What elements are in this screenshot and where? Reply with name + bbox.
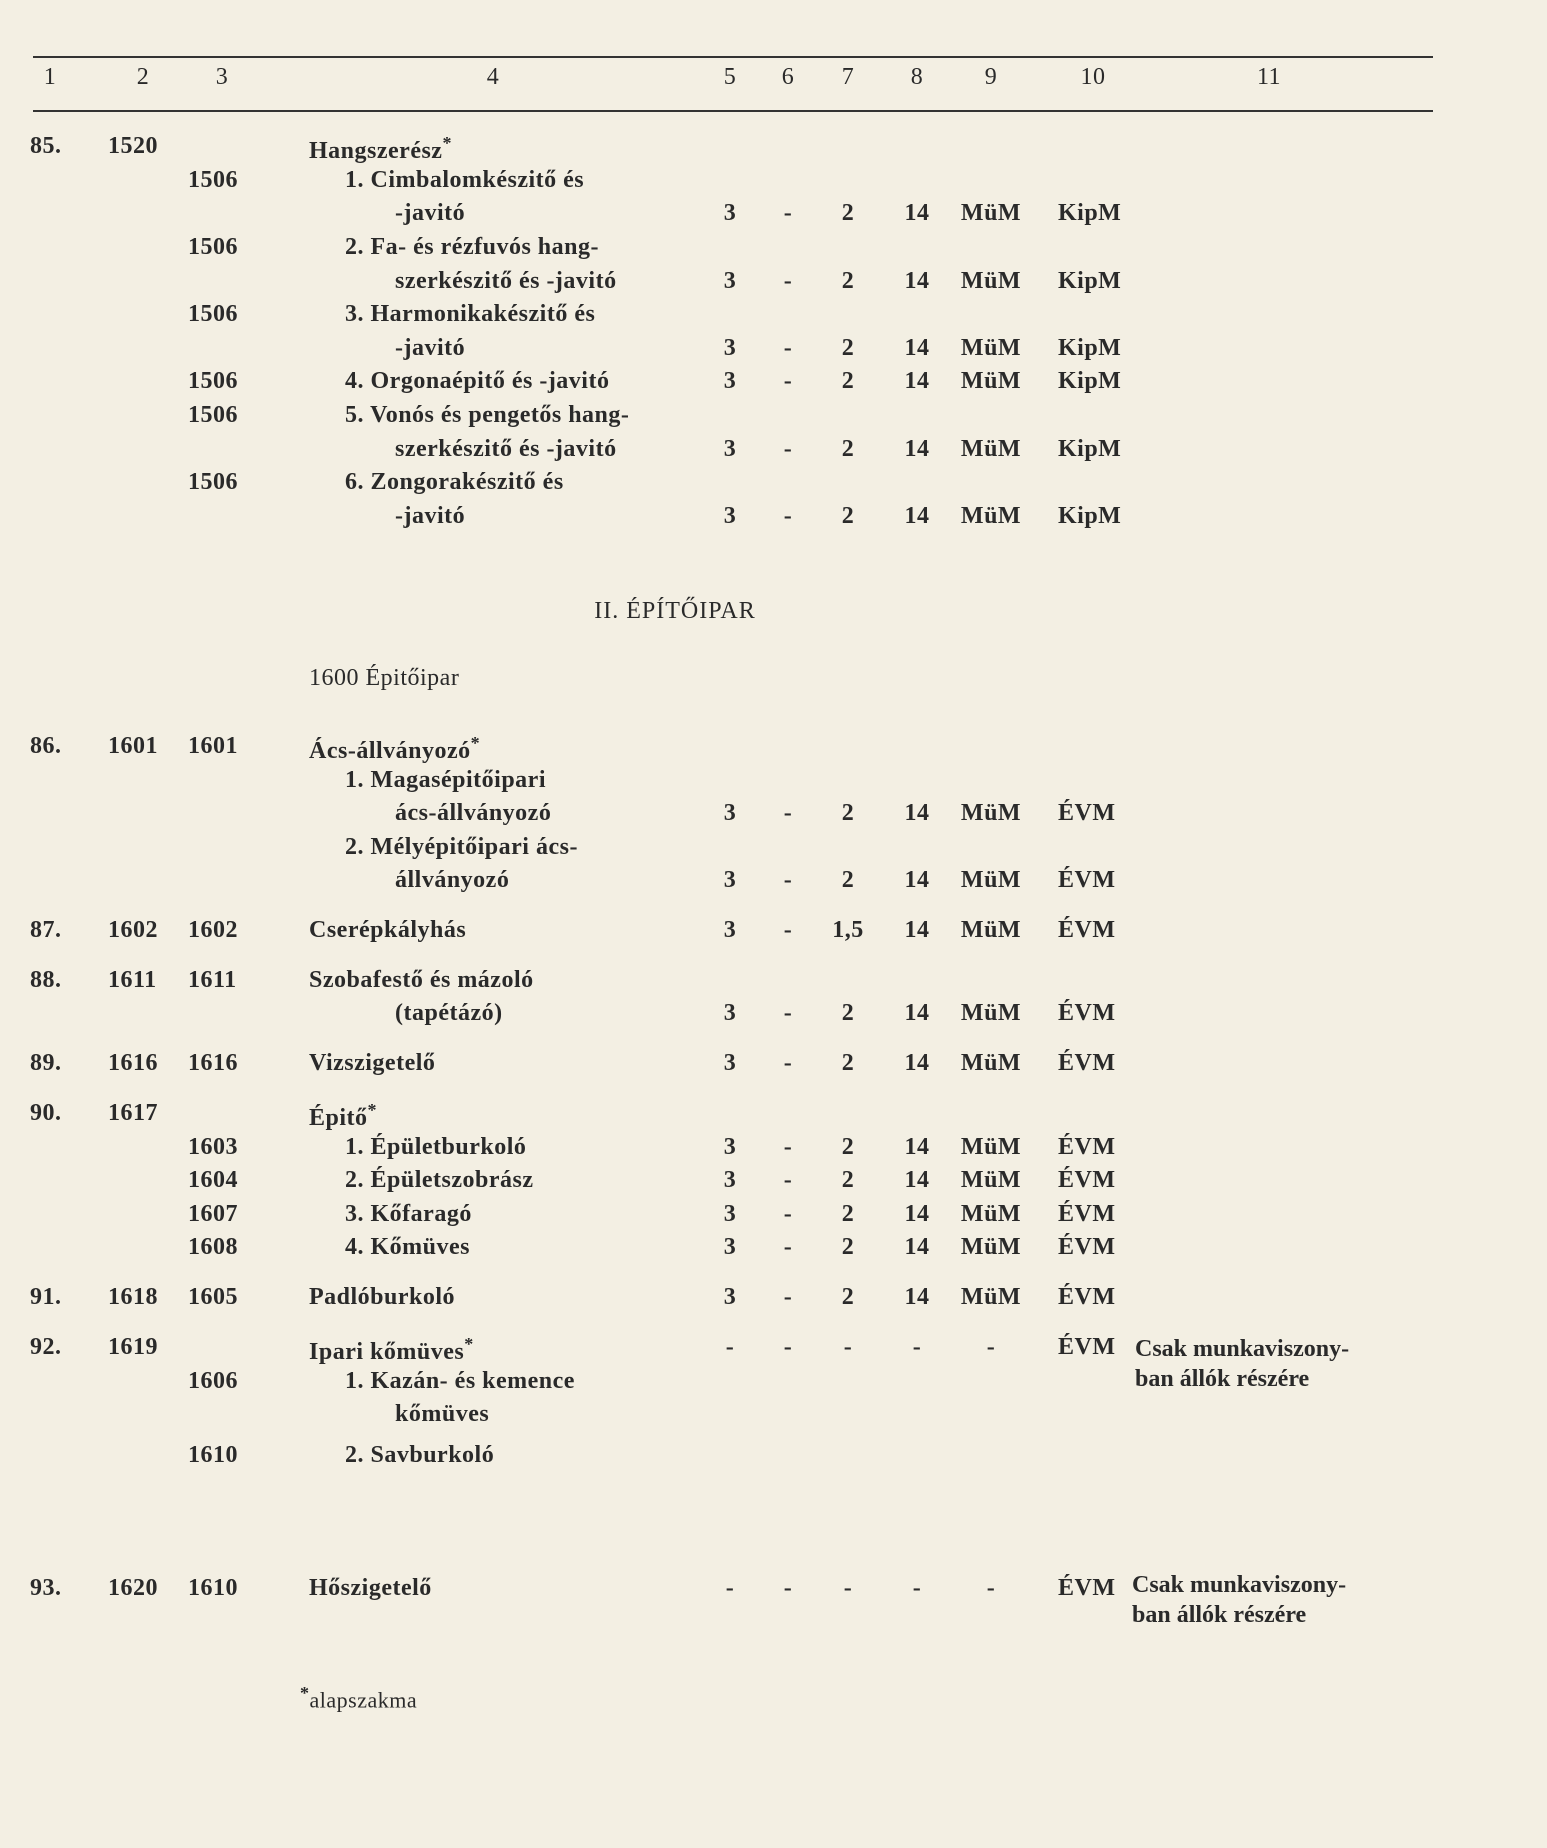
row-31-c9: -: [986, 1575, 996, 1601]
row-28-name: 1. Kazán- és kemence: [345, 1368, 575, 1394]
row-31-c7: -: [843, 1575, 853, 1601]
row-9-c10: KipM: [1058, 436, 1122, 462]
row-9-name: szerkészitő és -javitó: [395, 436, 617, 462]
row-26-c2: 1618: [108, 1284, 158, 1310]
row-12-star: *: [470, 733, 481, 753]
row-1-c3: 1506: [188, 167, 238, 193]
row-26-c5: 3: [723, 1284, 737, 1310]
row-6-c6: -: [783, 335, 793, 361]
top-rule: [33, 56, 1433, 58]
row-27-star: *: [464, 1334, 474, 1354]
row-7-c3: 1506: [188, 368, 238, 394]
row-16-c10: ÉVM: [1058, 867, 1116, 893]
row-23-c10: ÉVM: [1058, 1167, 1116, 1193]
row-22-c7: 2: [841, 1134, 855, 1160]
row-22-c10: ÉVM: [1058, 1134, 1116, 1160]
row-2-c7: 2: [841, 200, 855, 226]
remark-93-line2: ban állók részére: [1132, 1602, 1307, 1628]
remark-92: [1135, 1334, 1349, 1394]
row-18-name: Szobafestő és mázoló: [309, 967, 534, 993]
row-0-star: *: [442, 133, 452, 153]
row-12-c2: 1601: [108, 733, 158, 759]
row-20-c3: 1616: [188, 1050, 238, 1076]
row-31-c6: -: [783, 1575, 793, 1601]
remark-93: [1132, 1570, 1346, 1630]
row-26-c10: ÉVM: [1058, 1284, 1116, 1310]
row-14-c6: -: [783, 800, 793, 826]
row-2-c8: 14: [904, 200, 930, 226]
column-header-8: 8: [910, 64, 924, 90]
row-28-c3: 1606: [188, 1368, 238, 1394]
row-22-c5: 3: [723, 1134, 737, 1160]
row-27-c2: 1619: [108, 1334, 158, 1360]
row-23-c8: 14: [904, 1167, 930, 1193]
row-26-c6: -: [783, 1284, 793, 1310]
remark-93-line1: Csak munkaviszony-: [1132, 1572, 1347, 1598]
row-26-c3: 1605: [188, 1284, 238, 1310]
row-25-c7: 2: [841, 1234, 855, 1260]
row-17-c7: 1,5: [832, 917, 864, 943]
row-22-c3: 1603: [188, 1134, 238, 1160]
row-14-c7: 2: [841, 800, 855, 826]
row-25-c3: 1608: [188, 1234, 238, 1260]
row-31-c5: -: [725, 1575, 735, 1601]
row-18-c3: 1611: [188, 967, 237, 993]
row-2-name: -javitó: [395, 200, 466, 226]
row-27-name: Ipari kőmüves*: [309, 1334, 474, 1365]
footnote: [300, 1683, 417, 1713]
row-27-c5: -: [725, 1334, 735, 1360]
row-4-c9: MüM: [960, 268, 1022, 294]
row-24-c5: 3: [723, 1201, 737, 1227]
row-2-c5: 3: [723, 200, 737, 226]
row-23-c6: -: [783, 1167, 793, 1193]
row-20-c8: 14: [904, 1050, 930, 1076]
row-17-c9: MüM: [960, 917, 1022, 943]
row-20-c2: 1616: [108, 1050, 158, 1076]
row-11-c10: KipM: [1058, 503, 1122, 529]
row-27-no: 92.: [30, 1334, 62, 1360]
row-25-c10: ÉVM: [1058, 1234, 1116, 1260]
row-25-name: 4. Kőmüves: [345, 1234, 470, 1260]
row-7-c7: 2: [841, 368, 855, 394]
row-24-c10: ÉVM: [1058, 1201, 1116, 1227]
row-20-name: Vizszigetelő: [309, 1050, 436, 1076]
row-5-name: 3. Harmonikakészitő és: [345, 301, 596, 327]
row-10-name: 6. Zongorakészitő és: [345, 469, 564, 495]
row-19-c6: -: [783, 1000, 793, 1026]
row-25-c5: 3: [723, 1234, 737, 1260]
column-header-2: 2: [136, 64, 150, 90]
row-22-c9: MüM: [960, 1134, 1022, 1160]
row-29-name: kőmüves: [395, 1401, 490, 1427]
row-24-c9: MüM: [960, 1201, 1022, 1227]
row-14-c5: 3: [723, 800, 737, 826]
row-9-c5: 3: [723, 436, 737, 462]
column-header-6: 6: [781, 64, 795, 90]
row-19-c9: MüM: [960, 1000, 1022, 1026]
row-26-c7: 2: [841, 1284, 855, 1310]
row-22-c6: -: [783, 1134, 793, 1160]
row-24-name: 3. Kőfaragó: [345, 1201, 472, 1227]
row-31-name: Hőszigetelő: [309, 1575, 432, 1601]
row-7-c10: KipM: [1058, 368, 1122, 394]
row-7-c5: 3: [723, 368, 737, 394]
header-rule: [33, 110, 1433, 112]
row-14-c9: MüM: [960, 800, 1022, 826]
row-17-c2: 1602: [108, 917, 158, 943]
row-20-c10: ÉVM: [1058, 1050, 1116, 1076]
row-0-name: Hangszerész*: [309, 133, 452, 164]
row-0-no: 85.: [30, 133, 62, 159]
row-9-c8: 14: [904, 436, 930, 462]
row-26-c8: 14: [904, 1284, 930, 1310]
row-4-c10: KipM: [1058, 268, 1122, 294]
row-17-name: Cserépkályhás: [309, 917, 467, 943]
row-11-name: -javitó: [395, 503, 466, 529]
row-21-no: 90.: [30, 1100, 62, 1126]
row-7-c8: 14: [904, 368, 930, 394]
row-14-name: ács-állványozó: [395, 800, 552, 826]
row-21-star: *: [367, 1100, 378, 1120]
row-30-name: 2. Savburkoló: [345, 1442, 495, 1468]
row-20-c7: 2: [841, 1050, 855, 1076]
row-19-name: (tapétázó): [395, 1000, 503, 1026]
row-0-c2: 1520: [108, 133, 158, 159]
row-7-c9: MüM: [960, 368, 1022, 394]
row-23-c7: 2: [841, 1167, 855, 1193]
row-20-c5: 3: [723, 1050, 737, 1076]
row-22-c8: 14: [904, 1134, 930, 1160]
row-14-c8: 14: [904, 800, 930, 826]
column-header-11: 11: [1256, 64, 1282, 90]
column-header-9: 9: [984, 64, 998, 90]
row-31-c2: 1620: [108, 1575, 158, 1601]
subsection-title: 1600 Épitőipar: [309, 665, 460, 691]
row-19-c7: 2: [841, 1000, 855, 1026]
column-header-10: 10: [1080, 64, 1106, 90]
row-23-c3: 1604: [188, 1167, 238, 1193]
footnote-star: *: [300, 1683, 310, 1703]
row-18-c2: 1611: [108, 967, 157, 993]
row-4-name: szerkészitő és -javitó: [395, 268, 617, 294]
row-2-c9: MüM: [960, 200, 1022, 226]
row-12-name: Ács-állványozó*: [309, 733, 481, 764]
row-23-c9: MüM: [960, 1167, 1022, 1193]
row-26-c9: MüM: [960, 1284, 1022, 1310]
row-11-c7: 2: [841, 503, 855, 529]
footnote-text: alapszakma: [309, 1687, 418, 1713]
row-16-c5: 3: [723, 867, 737, 893]
row-10-c3: 1506: [188, 469, 238, 495]
row-12-c3: 1601: [188, 733, 238, 759]
row-4-c7: 2: [841, 268, 855, 294]
row-27-c8: -: [912, 1334, 922, 1360]
row-6-c8: 14: [904, 335, 930, 361]
row-27-c10: ÉVM: [1058, 1334, 1116, 1360]
row-17-c10: ÉVM: [1058, 917, 1116, 943]
row-25-c9: MüM: [960, 1234, 1022, 1260]
row-17-c5: 3: [723, 917, 737, 943]
row-16-name: állványozó: [395, 867, 510, 893]
row-25-c8: 14: [904, 1234, 930, 1260]
row-5-c3: 1506: [188, 301, 238, 327]
row-19-c10: ÉVM: [1058, 1000, 1116, 1026]
row-31-c8: -: [912, 1575, 922, 1601]
row-21-name: Épitő*: [309, 1100, 378, 1131]
row-19-c5: 3: [723, 1000, 737, 1026]
row-26-name: Padlóburkoló: [309, 1284, 456, 1310]
row-4-c6: -: [783, 268, 793, 294]
row-9-c6: -: [783, 436, 793, 462]
row-20-no: 89.: [30, 1050, 62, 1076]
row-6-c7: 2: [841, 335, 855, 361]
row-17-c6: -: [783, 917, 793, 943]
row-27-c6: -: [783, 1334, 793, 1360]
row-31-c10: ÉVM: [1058, 1575, 1116, 1601]
row-17-c8: 14: [904, 917, 930, 943]
row-9-c7: 2: [841, 436, 855, 462]
row-24-c8: 14: [904, 1201, 930, 1227]
row-2-c6: -: [783, 200, 793, 226]
row-31-no: 93.: [30, 1575, 62, 1601]
row-6-name: -javitó: [395, 335, 466, 361]
row-20-c9: MüM: [960, 1050, 1022, 1076]
row-3-c3: 1506: [188, 234, 238, 260]
row-17-no: 87.: [30, 917, 62, 943]
row-27-c9: -: [986, 1334, 996, 1360]
row-30-c3: 1610: [188, 1442, 238, 1468]
row-2-c10: KipM: [1058, 200, 1122, 226]
row-7-c6: -: [783, 368, 793, 394]
column-header-4: 4: [486, 64, 500, 90]
row-17-c3: 1602: [188, 917, 238, 943]
column-header-7: 7: [841, 64, 855, 90]
remark-92-line1: Csak munkaviszony-: [1135, 1336, 1350, 1362]
row-16-c9: MüM: [960, 867, 1022, 893]
row-19-c8: 14: [904, 1000, 930, 1026]
row-25-c6: -: [783, 1234, 793, 1260]
row-12-no: 86.: [30, 733, 62, 759]
row-23-name: 2. Épületszobrász: [345, 1167, 534, 1193]
row-11-c6: -: [783, 503, 793, 529]
row-11-c8: 14: [904, 503, 930, 529]
row-16-c7: 2: [841, 867, 855, 893]
row-6-c5: 3: [723, 335, 737, 361]
column-header-3: 3: [215, 64, 229, 90]
column-header-5: 5: [723, 64, 737, 90]
row-31-c3: 1610: [188, 1575, 238, 1601]
row-18-no: 88.: [30, 967, 62, 993]
section-title: II. ÉPÍTŐIPAR: [594, 598, 756, 624]
row-21-c2: 1617: [108, 1100, 158, 1126]
row-14-c10: ÉVM: [1058, 800, 1116, 826]
row-22-name: 1. Épületburkoló: [345, 1134, 527, 1160]
row-4-c8: 14: [904, 268, 930, 294]
row-11-c5: 3: [723, 503, 737, 529]
row-11-c9: MüM: [960, 503, 1022, 529]
row-8-c3: 1506: [188, 402, 238, 428]
row-24-c3: 1607: [188, 1201, 238, 1227]
row-23-c5: 3: [723, 1167, 737, 1193]
row-24-c7: 2: [841, 1201, 855, 1227]
row-3-name: 2. Fa- és rézfuvós hang-: [345, 234, 599, 260]
row-16-c6: -: [783, 867, 793, 893]
row-7-name: 4. Orgonaépitő és -javitó: [345, 368, 610, 394]
row-8-name: 5. Vonós és pengetős hang-: [345, 402, 630, 428]
row-4-c5: 3: [723, 268, 737, 294]
row-9-c9: MüM: [960, 436, 1022, 462]
row-24-c6: -: [783, 1201, 793, 1227]
column-header-1: 1: [43, 64, 57, 90]
row-13-name: 1. Magasépitőipari: [345, 767, 546, 793]
row-27-c7: -: [843, 1334, 853, 1360]
row-6-c10: KipM: [1058, 335, 1122, 361]
row-20-c6: -: [783, 1050, 793, 1076]
row-26-no: 91.: [30, 1284, 62, 1310]
row-15-name: 2. Mélyépitőipari ács-: [345, 834, 578, 860]
remark-92-line2: ban állók részére: [1135, 1366, 1310, 1392]
row-16-c8: 14: [904, 867, 930, 893]
row-6-c9: MüM: [960, 335, 1022, 361]
row-1-name: 1. Cimbalomkészitő és: [345, 167, 585, 193]
